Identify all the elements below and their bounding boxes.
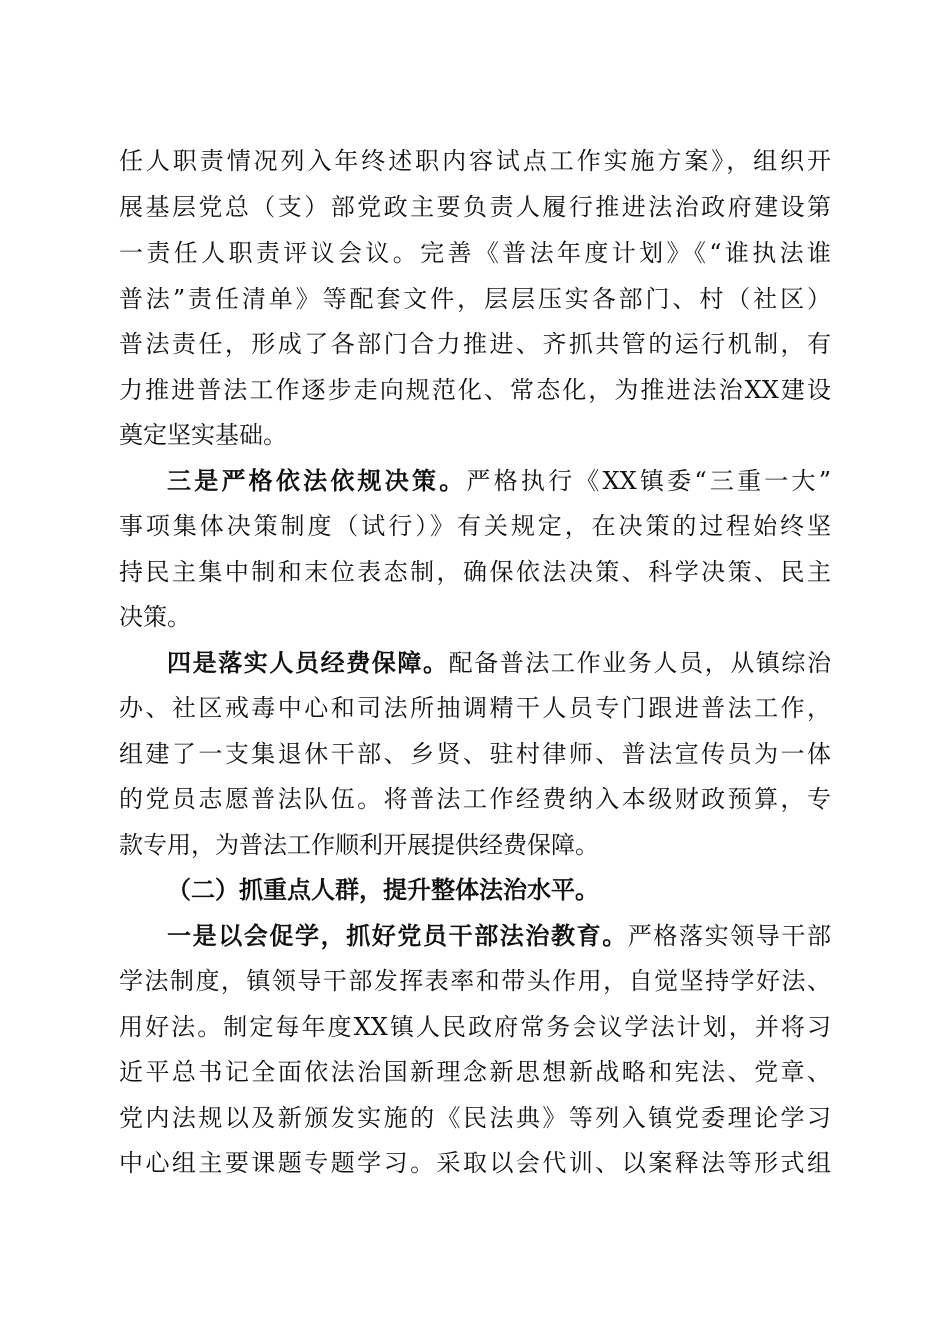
paragraph-line: 任人职责情况列入年终述职内容试点工作实施方案》，组织开 [119,147,831,175]
paragraph-line: 决策。 [119,603,191,631]
paragraph-line: 普法”责任清单》等配套文件，层层压实各部门、村（社区） [119,285,831,313]
paragraph-line: 持民主集中制和末位表态制，确保依法决策、科学决策、民主 [119,558,831,586]
paragraph-line: 学法制度，镇领导干部发挥表率和带头作用，自觉坚持学好法、 [119,967,831,995]
paragraph-line: 款专用，为普法工作顺利开展提供经费保障。 [119,831,599,859]
paragraph-lead: 三是严格依法依规决策。 [167,467,467,495]
paragraph-first-line [167,914,831,958]
paragraph-line: 奠定坚实基础。 [119,421,287,449]
paragraph-first-line [167,459,831,503]
paragraph-line: 办、社区戒毒中心和司法所抽调精干人员专门跟进普法工作， [119,694,831,722]
paragraph-line: 展基层党总（支）部党政主要负责人履行推进法治政府建设第 [119,193,831,221]
paragraph-line: 近平总书记全面依法治国新理念新思想新战略和宪法、党章、 [119,1058,831,1086]
paragraph-line: 用好法。制定每年度XX镇人民政府常务会议学法计划，并将习 [119,1013,831,1041]
paragraph-line: 一责任人职责评议会议。完善《普法年度计划》《“谁执法谁 [119,239,831,267]
paragraph-line: 的党员志愿普法队伍。将普法工作经费纳入本级财政预算，专 [119,785,831,813]
paragraph-text: 严格执行《XX镇委“三重一大” [466,467,831,495]
paragraph-line: 中心组主要课题专题学习。采取以会代训、以案释法等形式组 [119,1149,831,1177]
paragraph-line: 力推进普法工作逐步走向规范化、常态化，为推进法治XX建设 [119,376,831,404]
paragraph-line: 党内法规以及新颁发实施的《民法典》等列入镇党委理论学习 [119,1104,831,1132]
paragraph-line: 普法责任，形成了各部门合力推进、齐抓共管的运行机制，有 [119,330,831,358]
paragraph-lead: 四是落实人员经费保障。 [167,649,449,677]
section-heading: （二）抓重点人群，提升整体法治水平。 [167,876,599,904]
paragraph-line: 事项集体决策制度（试行）》有关规定，在决策的过程始终坚 [119,512,831,540]
paragraph-text: 配备普法工作业务人员，从镇综治 [448,649,832,677]
paragraph-text: 严格落实领导干部 [627,922,832,950]
paragraph-first-line [167,641,831,685]
paragraph-line: 组建了一支集退休干部、乡贤、驻村律师、普法宣传员为一体 [119,740,831,768]
paragraph-lead: 一是以会促学，抓好党员干部法治教育。 [167,922,628,950]
